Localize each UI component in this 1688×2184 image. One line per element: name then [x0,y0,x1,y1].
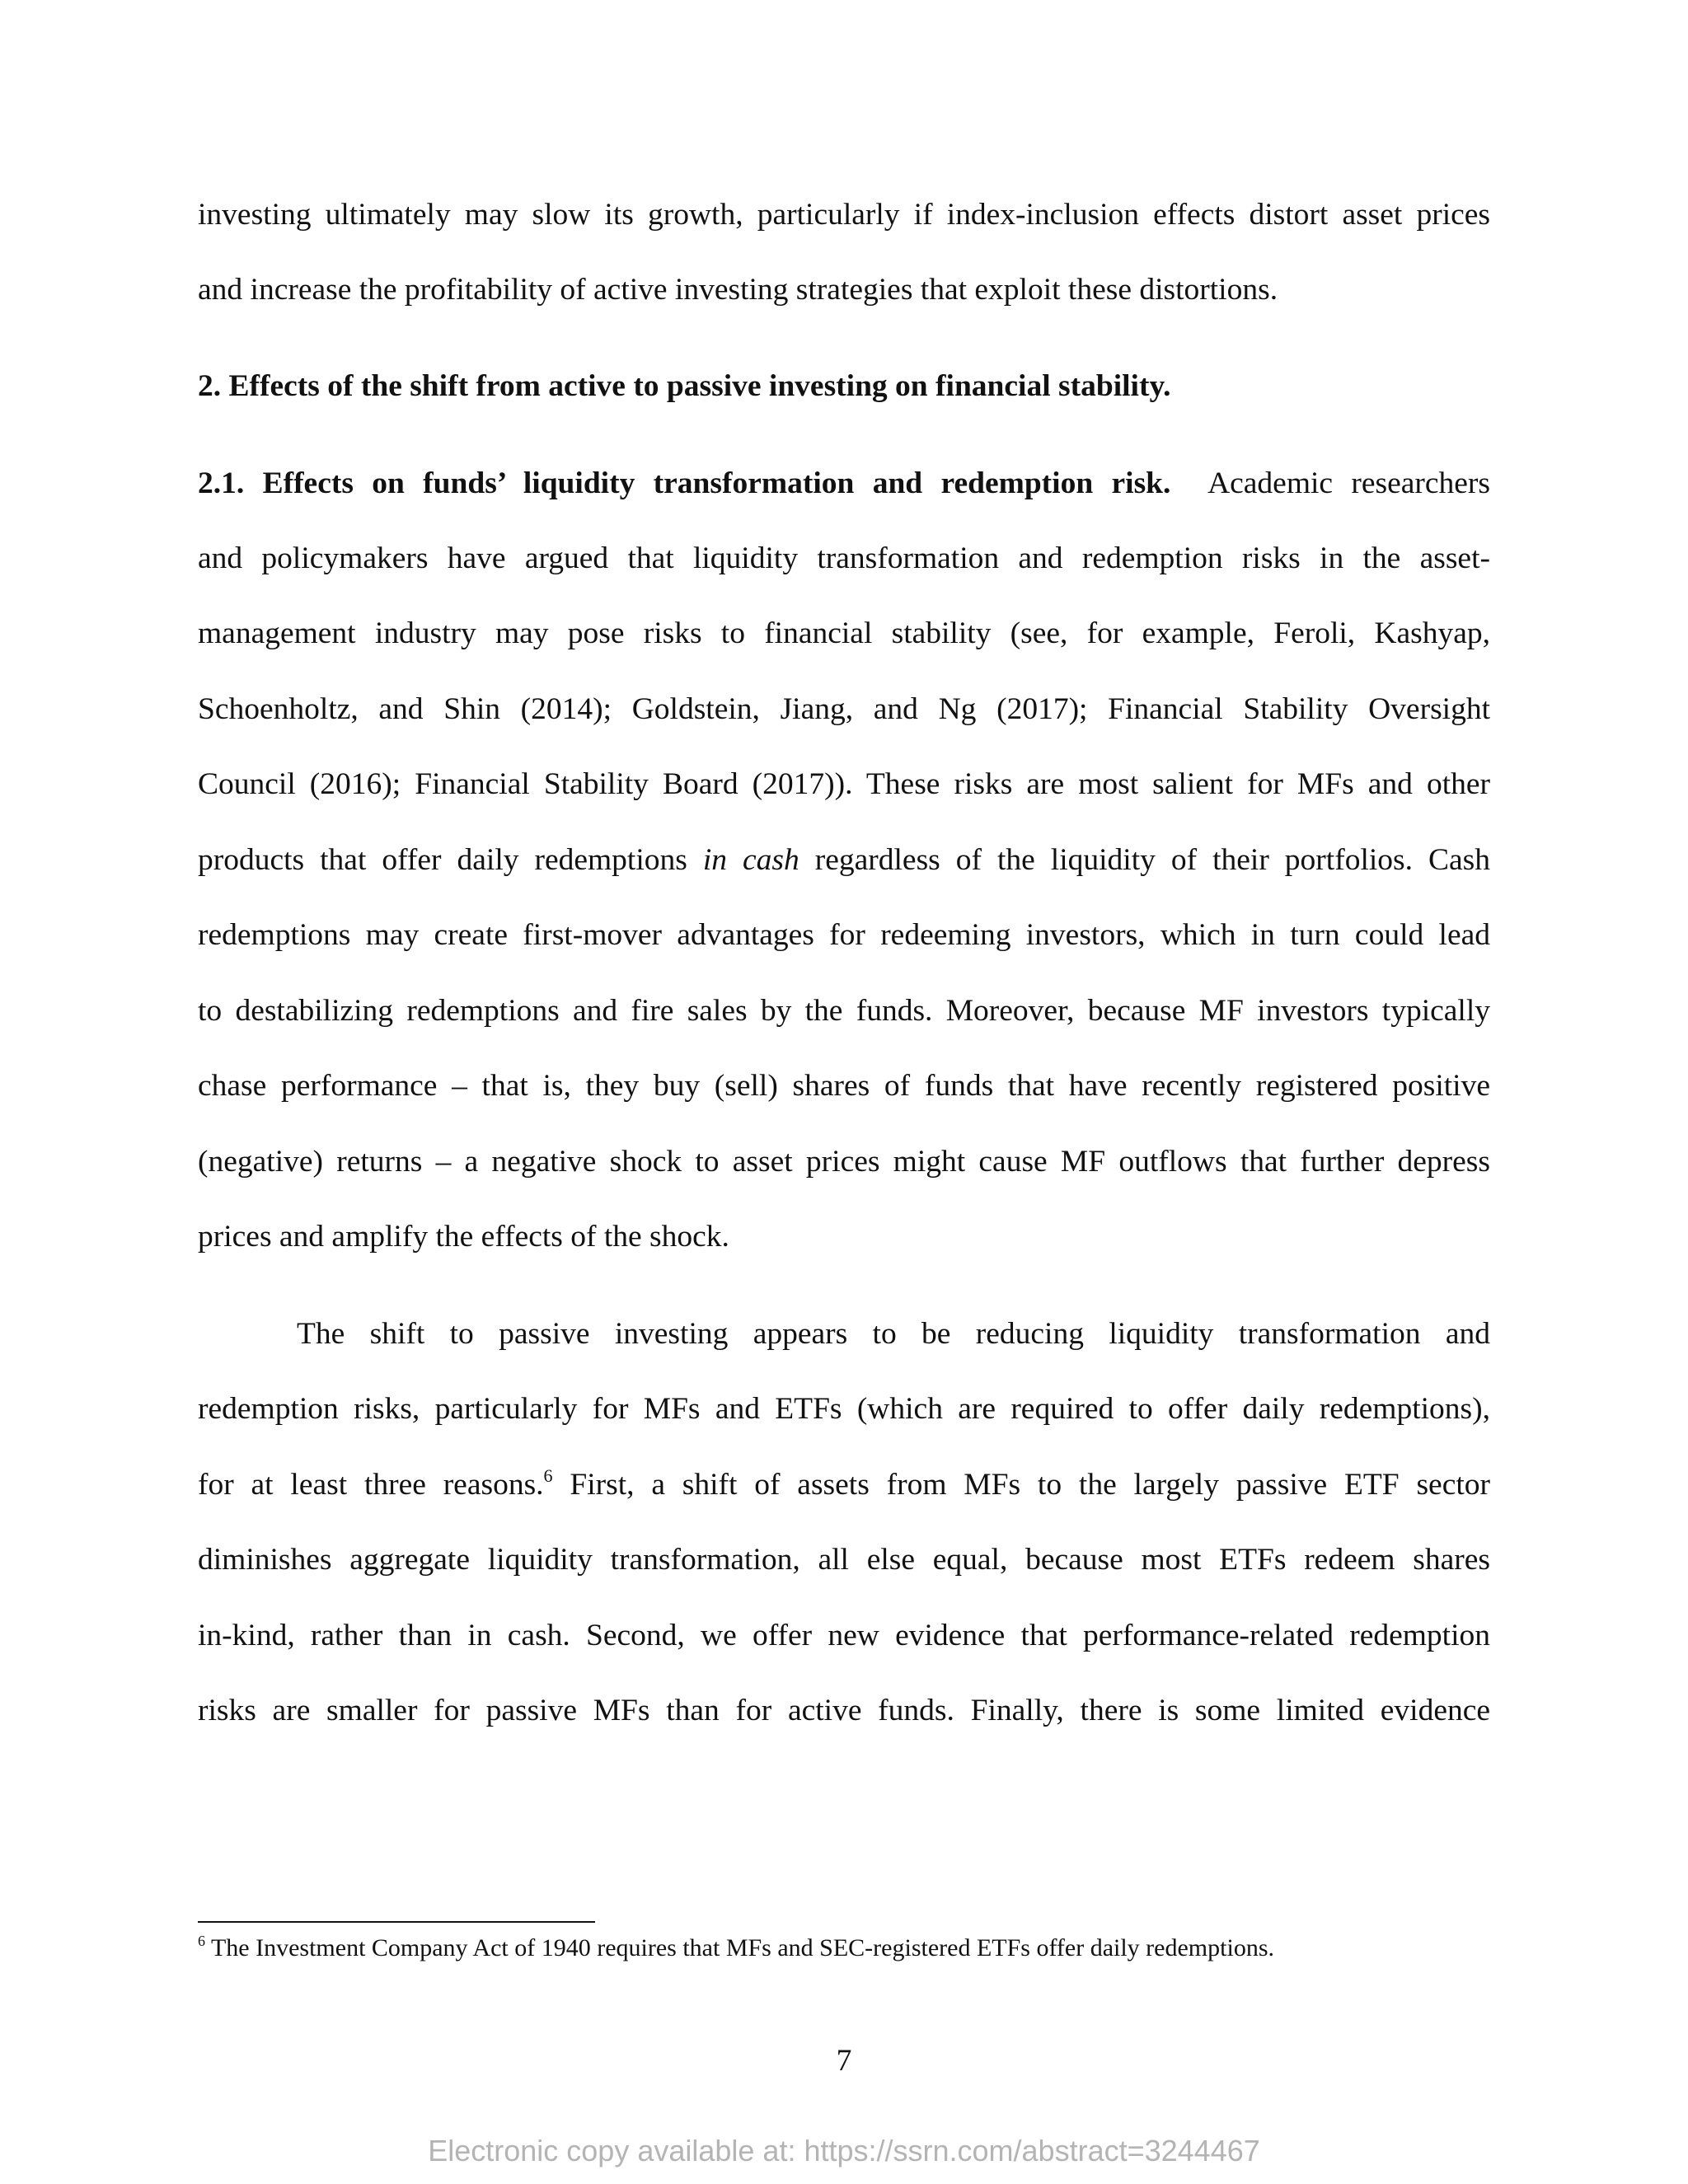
paragraph2-line: diminishes aggregate liquidity transformation, all else equal, because most ETFs redeem shares [198,1543,1490,1577]
footnote-reference[interactable]: 6 [543,1465,553,1486]
footnote-marker: 6 [198,1933,205,1949]
body-line: Council (2016); Financial Stability Board (2017)). These risks are most salient for MFs and other [198,767,1490,801]
paragraph2-line: in-kind, rather than in cash. Second, we offer new evidence that performance-related redemption [198,1619,1490,1652]
italic-in-cash: in cash [702,843,799,877]
body-line: redemptions may create first-mover advantages for redeeming investors, which in turn could lead [198,918,1490,952]
body-line: (negative) returns – a negative shock to asset prices might cause MF outflows that further depress [198,1145,1490,1179]
paragraph2-line-2: redemption risks, particularly for MFs and ETFs (which are required to offer daily redemptions), [198,1392,1490,1426]
footnote [198,1933,1274,1964]
footnote-divider [198,1921,595,1923]
body-line: Schoenholtz, and Shin (2014); Goldstein, Jiang, and Ng (2017); Financial Stability Oversight [198,692,1490,726]
footnote-text: The Investment Company Act of 1940 requires that MFs and SEC-registered ETFs offer daily redemptions. [205,1934,1274,1961]
subsection-first-line-rest: Academic researchers [1207,466,1491,500]
body-line: and policymakers have argued that liquidity transformation and redemption risks in the asset- [198,541,1490,575]
paragraph2-line-1: The shift to passive investing appears to be reducing liquidity transformation and [297,1317,1490,1351]
page-number: 7 [836,2044,852,2078]
body-line: chase performance – that is, they buy (sell) shares of funds that have recently registered positive [198,1069,1490,1103]
paragraph2-line: risks are smaller for passive MFs than for active funds. Finally, there is some limited evidence [198,1694,1490,1727]
body-line: management industry may pose risks to financial stability (see, for example, Feroli, Kashyap, [198,616,1490,650]
intro-line-1: investing ultimately may slow its growth, particularly if index-inclusion effects distort asset prices [198,198,1490,232]
subsection-first-line [198,465,1490,503]
body-line-italic: products that offer daily redemptions in cash regardless of the liquidity of their portfolios. Cash [198,843,1490,877]
subsection-heading: 2.1. Effects on funds’ liquidity transformation and redemption risk. [198,466,1171,500]
section-heading: 2. Effects of the shift from active to passive investing on financial stability. [198,369,1171,403]
body-line: prices and amplify the effects of the shock. [198,1220,729,1254]
paragraph2-line-3: for at least three reasons.$^6$ First, a shift of assets from MFs to the largely passive ETF sector [198,1465,1490,1502]
ssrn-watermark: Electronic copy available at: https://ssrn.com/abstract=3244467 [428,2134,1260,2168]
intro-line-2: and increase the profitability of active investing strategies that exploit these distortions. [198,273,1278,307]
body-line: to destabilizing redemptions and fire sales by the funds. Moreover, because MF investors typically [198,994,1490,1028]
